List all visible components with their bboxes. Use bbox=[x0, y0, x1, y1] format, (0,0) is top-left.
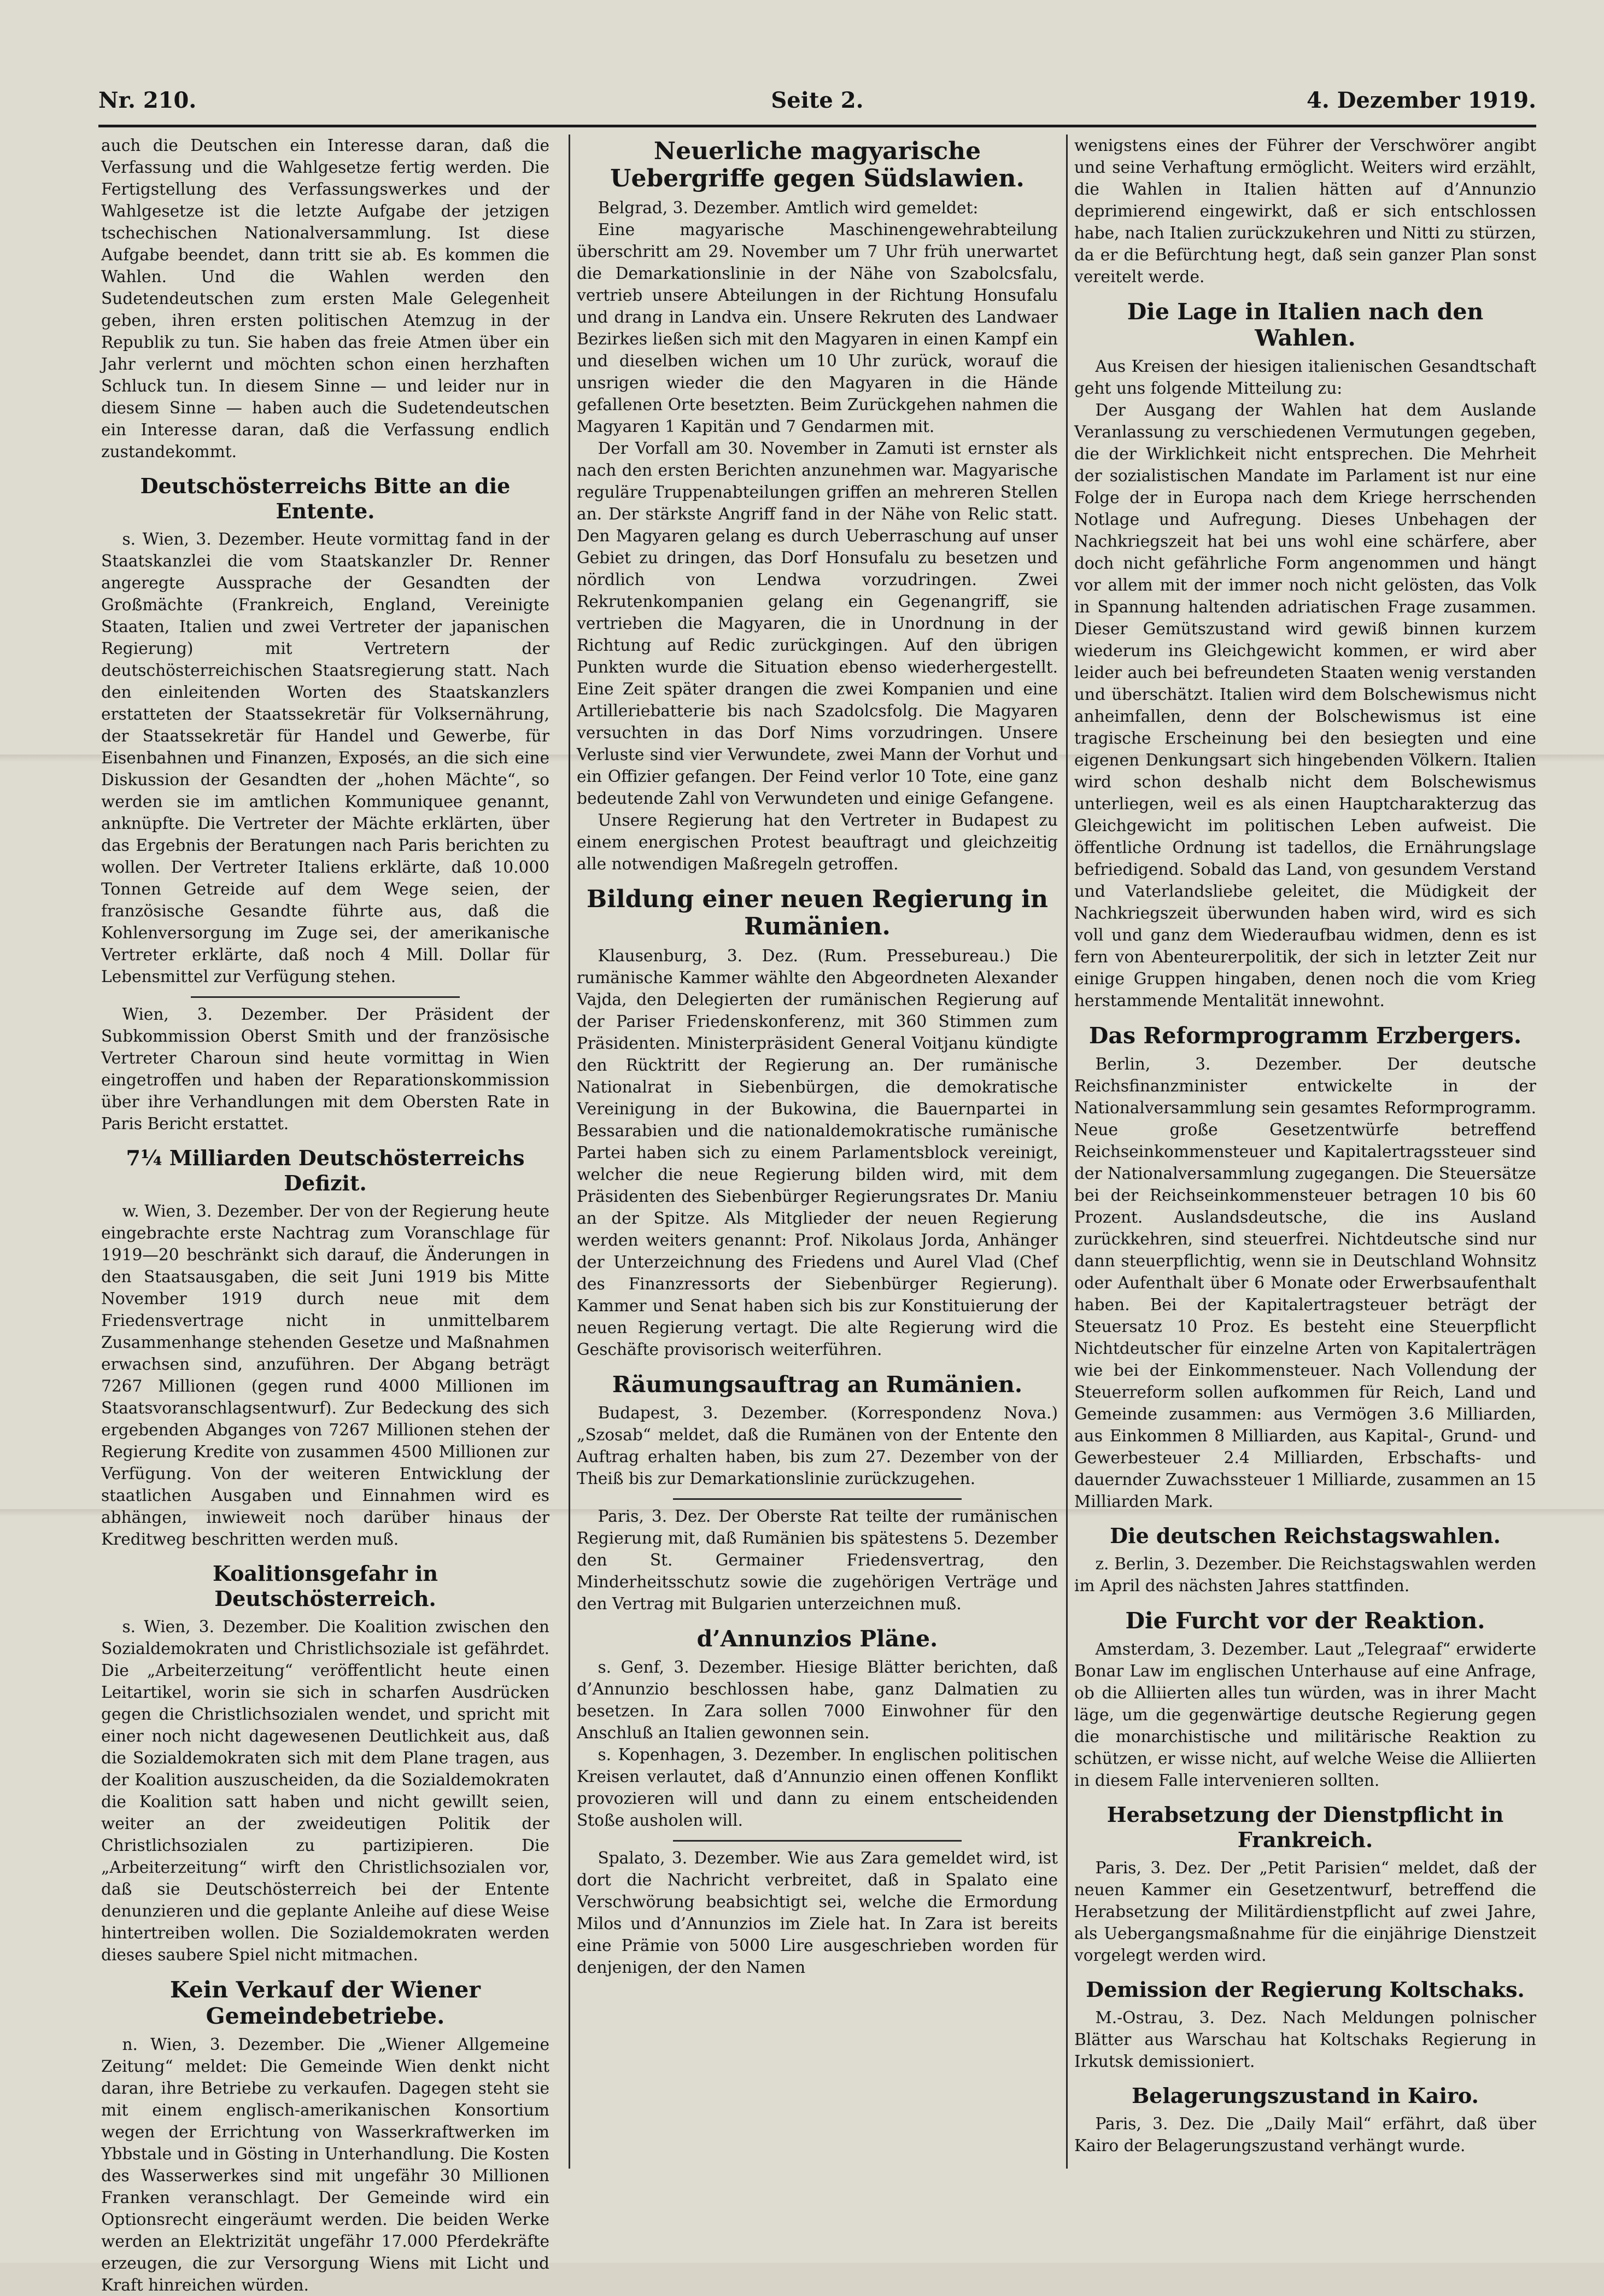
issue-number: Nr. 210. bbox=[98, 87, 197, 113]
article-paragraph: Spalato, 3. Dezember. Wie aus Zara gemeldet wird, ist dort die Nachricht verbreitet, daß in Spalato eine Verschwörung beabsichtigt sei, welche die Ermordung Milos und d’Annunzios im Ziele hat. In Zara ist bereits eine Prämie von 5000 Lire ausgeschrieben worden für denjenigen, der den Namen bbox=[577, 1849, 1058, 1977]
article-continuation: wenigstens eines der Führer der Verschwörer angibt und seine Verhaftung ermöglicht. Weiters wird erzählt, die Wahlen in Italien hätten auf d’Annunzio deprimierend eingewirkt, daß er sich entschlossen habe, nach Italien zurückzukehren und Nitti zu stürzen, da er die Befürchtung hegt, daß sein ganzer Plan sonst vereitelt werde. bbox=[1074, 136, 1536, 286]
article-paragraph: Paris, 3. Dez. Der Oberste Rat teilte der rumänischen Regierung mit, daß Rumänien bis spätestens 5. Dezember den St. Germainer Friedensvertrag, den Minderheitsschutz sowie die zugehörigen Verträge und den Vertrag mit Bulgarien unterzeichnen muß. bbox=[577, 1507, 1058, 1613]
article-paragraph: s. Kopenhagen, 3. Dezember. In englischen politischen Kreisen verlautet, daß d’Annunzio einen offenen Konflikt provozieren will und dann zu einem entscheidenden Stoße ausholen will. bbox=[577, 1745, 1058, 1830]
header-rule bbox=[98, 125, 1536, 127]
column-middle bbox=[577, 135, 1058, 2169]
column-rule bbox=[1066, 135, 1068, 2169]
article-separator bbox=[673, 1840, 962, 1842]
article-paragraph: s. Wien, 3. Dezember. Heute vormittag fand in der Staatskanzlei die vom Staatskanzler Dr. Renner angeregte Aussprache der Gesandten der Großmächte (Frankreich, England, Vereinigte Staaten, Italien und zwei Vertreter der japanischen Regierung) mit Vertretern der deutschösterreichischen Staatsregierung statt. Nach den einleitenden Worten des Staatskanzlers erstatteten der Staatssekretär für Volksernährung, der Staatssekretär für Handel und Gewerbe, für Eisenbahnen und Finanzen, Exposés, an die sich eine Diskussion der Gesandten der „hohen Mächte“, so werden sie im amtlichen Kommuniquee genannt, anknüpfte. Die Vertreter der Mächte erklärten, über das Ergebnis der Beratungen nach Paris berichten zu wollen. Der Vertreter Italiens erklärte, daß 10.000 Tonnen Getreide auf dem Wege seien, der französische Gesandte führte aus, daß die Kohlenversorgung im Zuge sei, der amerikanische Vertreter erklärte, daß noch 4 Mill. Dollar für Lebensmittel zur Verfügung stehen. bbox=[101, 530, 549, 986]
article-paragraph: Eine magyarische Maschinengewehrabteilung überschritt am 29. November um 7 Uhr früh unerwartet die Demarkationslinie in der Nähe von Szabolcsfalu, vertrieb unsere Abteilungen in der Richtung Honsufalu und drang in Landva ein. Unsere Rekruten des Landwaer Bezirkes ließen sich mit den Magyaren in einen Kampf ein und dieselben wichen um 10 Uhr zurück, worauf die unsrigen wieder die den Magyaren in die Hände gefallenen Orte besetzten. Beim Zurückgehen nahmen die Magyaren 1 Kapitän und 7 Gendarmen mit. bbox=[577, 220, 1058, 436]
headline-koltschak: Demission der Regierung Koltschaks. bbox=[1086, 1977, 1525, 2002]
page-number: Seite 2. bbox=[771, 87, 864, 113]
headline-furcht-reaktion: Die Furcht vor der Reaktion. bbox=[1125, 1608, 1485, 1634]
headline-magyarische-uebergriffe: Neuerliche magyarische Uebergriffe gegen Südslawien. bbox=[610, 137, 1025, 192]
article-paragraph: n. Wien, 3. Dezember. Die „Wiener Allgemeine Zeitung“ meldet: Die Gemeinde Wien denkt nicht daran, ihre Betriebe zu verkaufen. Dagegen steht sie mit einem englisch-amerikanischen Konsortium wegen der Errichtung von Wasserkraftwerken im Ybbstale und in Gösting in Unterhandlung. Die Kosten des Wasserwerkes sind mit ungefähr 30 Millionen Franken veranschlagt. Der Gemeinde wird ein Optionsrecht eingeräumt werden. Die beiden Werke werden an Elektrizität ungefähr 17.000 Pferdekräfte erzeugen, die zur Versorgung Wiens mit Licht und Kraft hinreichen würden. bbox=[101, 2035, 549, 2294]
headline-gemeindebetriebe: Kein Verkauf der Wiener Gemeindebetriebe. bbox=[169, 1977, 481, 2029]
article-paragraph: Aus Kreisen der hiesigen italienischen Gesandtschaft geht uns folgende Mitteilung zu: bbox=[1074, 357, 1536, 398]
headline-kairo: Belagerungszustand in Kairo. bbox=[1132, 2083, 1479, 2108]
article-separator bbox=[673, 1498, 962, 1500]
article-paragraph: Der Ausgang der Wahlen hat dem Auslande Veranlassung zu verschiedenen Vermutungen gegeben, die der Wirklichkeit nicht entsprechen. Die Mehrheit der sozialistischen Mandate im Parlament ist nur eine Folge der in Europa nach dem Kriege herrschenden Notlage und Aufregung. Dieses Unbehagen der Nachkriegszeit hat bei uns wohl eine schärfere, aber doch nicht gefährliche Form angenommen und hängt vor allem mit der immer noch nicht gelösten, das Volk in Spannung haltenden adriatischen Frage zusammen. Dieser Gemütszustand wird gewiß binnen kurzem wiederum ins Gleichgewicht kommen, er wird aber leider auch bei befreundeten Staaten wenig verstanden und überschätzt. Italien wird dem Bolschewismus nicht anheimfallen, denn der Bolschewismus ist eine tragische Erscheinung bei den besiegten und eine eigenen Denkungsart sich hingebenden Völkern. Italien wird schon deshalb nicht dem Bolschewismus unterliegen, weil es als einen Hauptcharakterzug das Gleichgewicht im politischen Leben aufweist. Die öffentliche Ordnung ist tadellos, die Ernährungslage befriedigend. Sobald das Land, von gesundem Verstand und Vaterlandsliebe geleitet, die Müdigkeit der Nachkriegszeit überwunden haben wird, wird es sich voll und ganz dem Wiederaufbau widmen, denn es ist fern von Abenteurerpolitik, der sich in letzter Zeit nur einige Gruppen hingaben, denen noch die vom Krieg herstammende Mentalität innewohnt. bbox=[1074, 401, 1536, 1010]
article-separator bbox=[191, 996, 460, 998]
column-rule bbox=[569, 135, 570, 2169]
headline-regierung-rumaenien: Bildung einer neuen Regierung in Rumänien. bbox=[587, 885, 1048, 940]
article-paragraph: Paris, 3. Dez. Der „Petit Parisien“ meldet, daß der neuen Kammer ein Gesetzentwurf, betreffend die Herabsetzung der Militärdienstpflicht auf zwei Jahre, als Uebergangsmaßnahme für die einjährige Dienstzeit vorgelegt werden wird. bbox=[1074, 1859, 1536, 1965]
article-continuation: auch die Deutschen ein Interesse daran, daß die Verfassung und die Wahlgesetze fertig werden. Die Fertigstellung des Verfassungswerkes und der Wahlgesetze ist die letzte Aufgabe der jetzigen tschechischen Nationalversammlung. Ist diese Aufgabe beendet, dann tritt sie ab. Es kommen die Wahlen. Und die Wahlen werden den Sudetendeutschen zum ersten Male Gelegenheit geben, ihren ersten politischen Atemzug in der Republik zu tun. Sie haben das freie Atmen über ein Jahr verlernt und möchten schon einen herzhaften Schluck tun. In diesem Sinne — und leider nur in diesem Sinne — haben auch die Sudetendeutschen ein Interesse daran, daß die Verfassung endlich zustandekommt. bbox=[101, 136, 549, 461]
article-paragraph: s. Wien, 3. Dezember. Die Koalition zwischen den Sozialdemokraten und Christlichsoziale ist gefährdet. Die „Arbeiterzeitung“ veröffentlicht heute einen Leitartikel, worin sie sich in scharfen Ausdrücken gegen die Christlichsozialen wendet, und spricht mit einer noch nicht dagewesenen Deutlichkeit aus, daß die Sozialdemokraten sich mit dem Plane tragen, aus der Koalition auszuscheiden, da die Sozialdemokraten die Koalition satt haben und nicht gewillt seien, weiter an der zweideutigen Politik der Christlichsozialen zu partizipieren. Die „Arbeiterzeitung“ wirft den Christlichsozialen vor, daß sie Deutschösterreich bei der Entente denunzieren und die geplante Anleihe auf diese Weise hintertreiben wollen. Die Sozialdemokraten werden dieses saubere Spiel nicht mitmachen. bbox=[101, 1617, 549, 1964]
headline-reformprogramm: Das Reformprogramm Erzbergers. bbox=[1088, 1023, 1522, 1049]
headline-dannunzio: d’Annunzios Pläne. bbox=[696, 1626, 938, 1652]
headline-raeumungsauftrag: Räumungsauftrag an Rumänien. bbox=[612, 1371, 1023, 1398]
article-paragraph: z. Berlin, 3. Dezember. Die Reichstagswahlen werden im April des nächsten Jahres stattfinden. bbox=[1074, 1555, 1536, 1595]
article-paragraph: w. Wien, 3. Dezember. Der von der Regierung heute eingebrachte erste Nachtrag zum Voranschlage für 1919—20 beschränkt sich darauf, die Änderungen in den Staatsausgaben, die seit Juni 1919 bis Mitte November 1919 durch neue mit dem Friedensvertrage nicht in unmittelbarem Zusammenhange stehenden Gesetze und Maßnahmen erwachsen sind, anzuführen. Der Abgang beträgt 7267 Millionen (gegen rund 4000 Millionen im Staatsvoranschlagsentwurf). Zur Bedeckung des sich ergebenden Abganges von 7267 Millionen stehen der Regierung Kredite von zusammen 4500 Millionen zur Verfügung. Von der weiteren Entwicklung der staatlichen Ausgaben und Einnahmen wird es abhängen, inwieweit noch darüber hinaus der Kreditweg beschritten werden muß. bbox=[101, 1202, 549, 1549]
article-paragraph: Wien, 3. Dezember. Der Präsident der Subkommission Oberst Smith und der französische Vertreter Charoun sind heute vormittag in Wien eingetroffen und haben der Reparationskommission über ihre Verhandlungen mit dem Obersten Rate in Paris Bericht erstattet. bbox=[101, 1005, 549, 1133]
article-paragraph: Belgrad, 3. Dezember. Amtlich wird gemeldet: bbox=[598, 198, 979, 217]
article-paragraph: Unsere Regierung hat den Vertreter in Budapest zu einem energischen Protest beauftragt und gleichzeitig alle notwendigen Maßregeln getroffen. bbox=[577, 811, 1058, 873]
article-paragraph: Paris, 3. Dez. Die „Daily Mail“ erfährt, daß über Kairo der Belagerungszustand verhängt wurde. bbox=[1074, 2114, 1536, 2155]
headline-reichstagswahlen: Die deutschen Reichstagswahlen. bbox=[1110, 1523, 1501, 1548]
column-right bbox=[1074, 135, 1536, 2169]
article-paragraph: Budapest, 3. Dezember. (Korrespondenz Nova.) „Szosab“ meldet, daß die Rumänen von der Entente den Auftrag erhalten haben, bis zum 27. Dezember von der Theiß bis zur Demarkationslinie zurückzugehen. bbox=[577, 1404, 1058, 1488]
headline-koalitionsgefahr: Koalitionsgefahr in Deutschösterreich. bbox=[212, 1561, 438, 1611]
column-left bbox=[101, 135, 549, 2294]
article-paragraph: Klausenburg, 3. Dez. (Rum. Pressebureau.) Die rumänische Kammer wählte den Abgeordneten Alexander Vajda, den Delegierten der rumänischen Regierung auf der Pariser Friedenskonferenz, mit 360 Stimmen zum Präsidenten. Ministerpräsident General Voitjanu kündigte den Rücktritt der Regierung an. Der rumänische Nationalrat in Siebenbürgen, die demokratische Vereinigung in der Bukowina, die Bauernpartei in Bessarabien und die nationaldemokratische rumänische Partei haben sich zu einem Parlamentsblock vereinigt, welcher die neue Regierung bilden wird, mit dem Präsidenten des Siebenbürger Regierungsrates Dr. Maniu an der Spitze. Als Mitglieder der neuen Regierung werden weiters genannt: Prof. Nikolaus Jorda, Anhänger der Unterzeichnung des Friedens und Aurel Vlad (Chef des Finanzressorts der Siebenbürger Regierung). Kammer und Senat haben sich bis zur Konstituierung der neuen Regierung vertagt. Die alte Regierung wird die Geschäfte provisorisch weiterführen. bbox=[577, 947, 1058, 1359]
headline-defizit: 7¼ Milliarden Deutschösterreichs Defizit. bbox=[126, 1146, 525, 1195]
headline-dienstpflicht: Herabsetzung der Dienstpflicht in Frankreich. bbox=[1107, 1802, 1504, 1852]
headline-entente-bitte: Deutschösterreichs Bitte an die Entente. bbox=[140, 474, 511, 523]
issue-date: 4. Dezember 1919. bbox=[1307, 87, 1536, 113]
page-header bbox=[98, 83, 1536, 121]
article-paragraph: M.-Ostrau, 3. Dez. Nach Meldungen polnischer Blätter aus Warschau hat Koltschaks Regierung in Irkutsk demissioniert. bbox=[1074, 2008, 1536, 2071]
article-paragraph: s. Genf, 3. Dezember. Hiesige Blätter berichten, daß d’Annunzio beschlossen habe, ganz Dalmatien zu besetzen. In Zara sollen 7000 Einwohner für den Anschluß an Italien gewonnen sein. bbox=[577, 1658, 1058, 1742]
article-paragraph: Der Vorfall am 30. November in Zamuti ist ernster als nach den ersten Berichten anzunehmen war. Magyarische reguläre Truppenabteilungen griffen an mehreren Stellen an. Der stärkste Angriff fand in der Nähe von Relic statt. Den Magyaren gelang es durch Ueberraschung auf unser Gebiet zu dringen, das Dorf Honsufalu zu besetzen und nördlich von Lendwa vorzudringen. Zwei Rekrutenkompanien gelang ein Gegenangriff, sie vertrieben die Magyaren, die in Unordnung in der Richtung auf Redic zurückgingen. Auf den übrigen Punkten wurde die Situation ebenso wiederhergestellt. Eine Zeit später drangen die zwei Kompanien und eine Artilleriebatterie bis nach Szadolcsfolg. Die Magyaren versuchten in das Dorf Nims vorzudringen. Unsere Verluste sind vier Verwundete, zwei Mann der Vorhut und ein Offizier gefangen. Der Feind verlor 10 Tote, eine ganz bedeutende Zahl von Verwundeten und einige Gefangene. bbox=[577, 439, 1058, 808]
article-paragraph: Amsterdam, 3. Dezember. Laut „Telegraaf“ erwiderte Bonar Law im englischen Unterhause auf eine Anfrage, ob die Alliierten alles tun würden, was in ihrer Macht läge, um die gegenwärtige deutsche Regierung gegen die monarchistische und militärische Reaktion zu schützen, er wisse nicht, auf welche Weise die Alliierten in diesem Falle intervenieren sollten. bbox=[1074, 1640, 1536, 1790]
headline-lage-italien: Die Lage in Italien nach den Wahlen. bbox=[1127, 299, 1484, 351]
article-paragraph: Berlin, 3. Dezember. Der deutsche Reichsfinanzminister entwickelte in der Nationalversammlung sein gesamtes Reformprogramm. Neue große Gesetzentwürfe betreffend Reichseinkommensteuer und Kapitalertragssteuer sind der Nationalversammlung zugegangen. Die Steuersätze bei der Reichseinkommensteuer betragen 10 bis 60 Prozent. Auslandsdeutsche, die ins Ausland zurückkehren, sind steuerfrei. Nichtdeutsche sind nur dann steuerpflichtig, wenn sie in Deutschland Wohnsitz oder Aufenthalt über 6 Monate oder Erwerbsaufenthalt haben. Bei der Kapitalertragsteuer beträgt der Steuersatz 10 Proz. Es besteht eine Steuerpflicht Nichtdeutscher für einzelne Arten von Kapitalerträgen wie bei der Einkommensteuer. Nach Vollendung der Steuerreform sollen aufkommen für Reich, Land und Gemeinde zusammen: aus Vermögen 3.6 Milliarden, aus Einkommen 8 Milliarden, aus Kapital-, Grund- und Gewerbesteuer 2.4 Milliarden, Erbschafts- und dauernder Zuwachssteuer 1 Milliarde, zusammen an 15 Milliarden Mark. bbox=[1074, 1055, 1536, 1511]
